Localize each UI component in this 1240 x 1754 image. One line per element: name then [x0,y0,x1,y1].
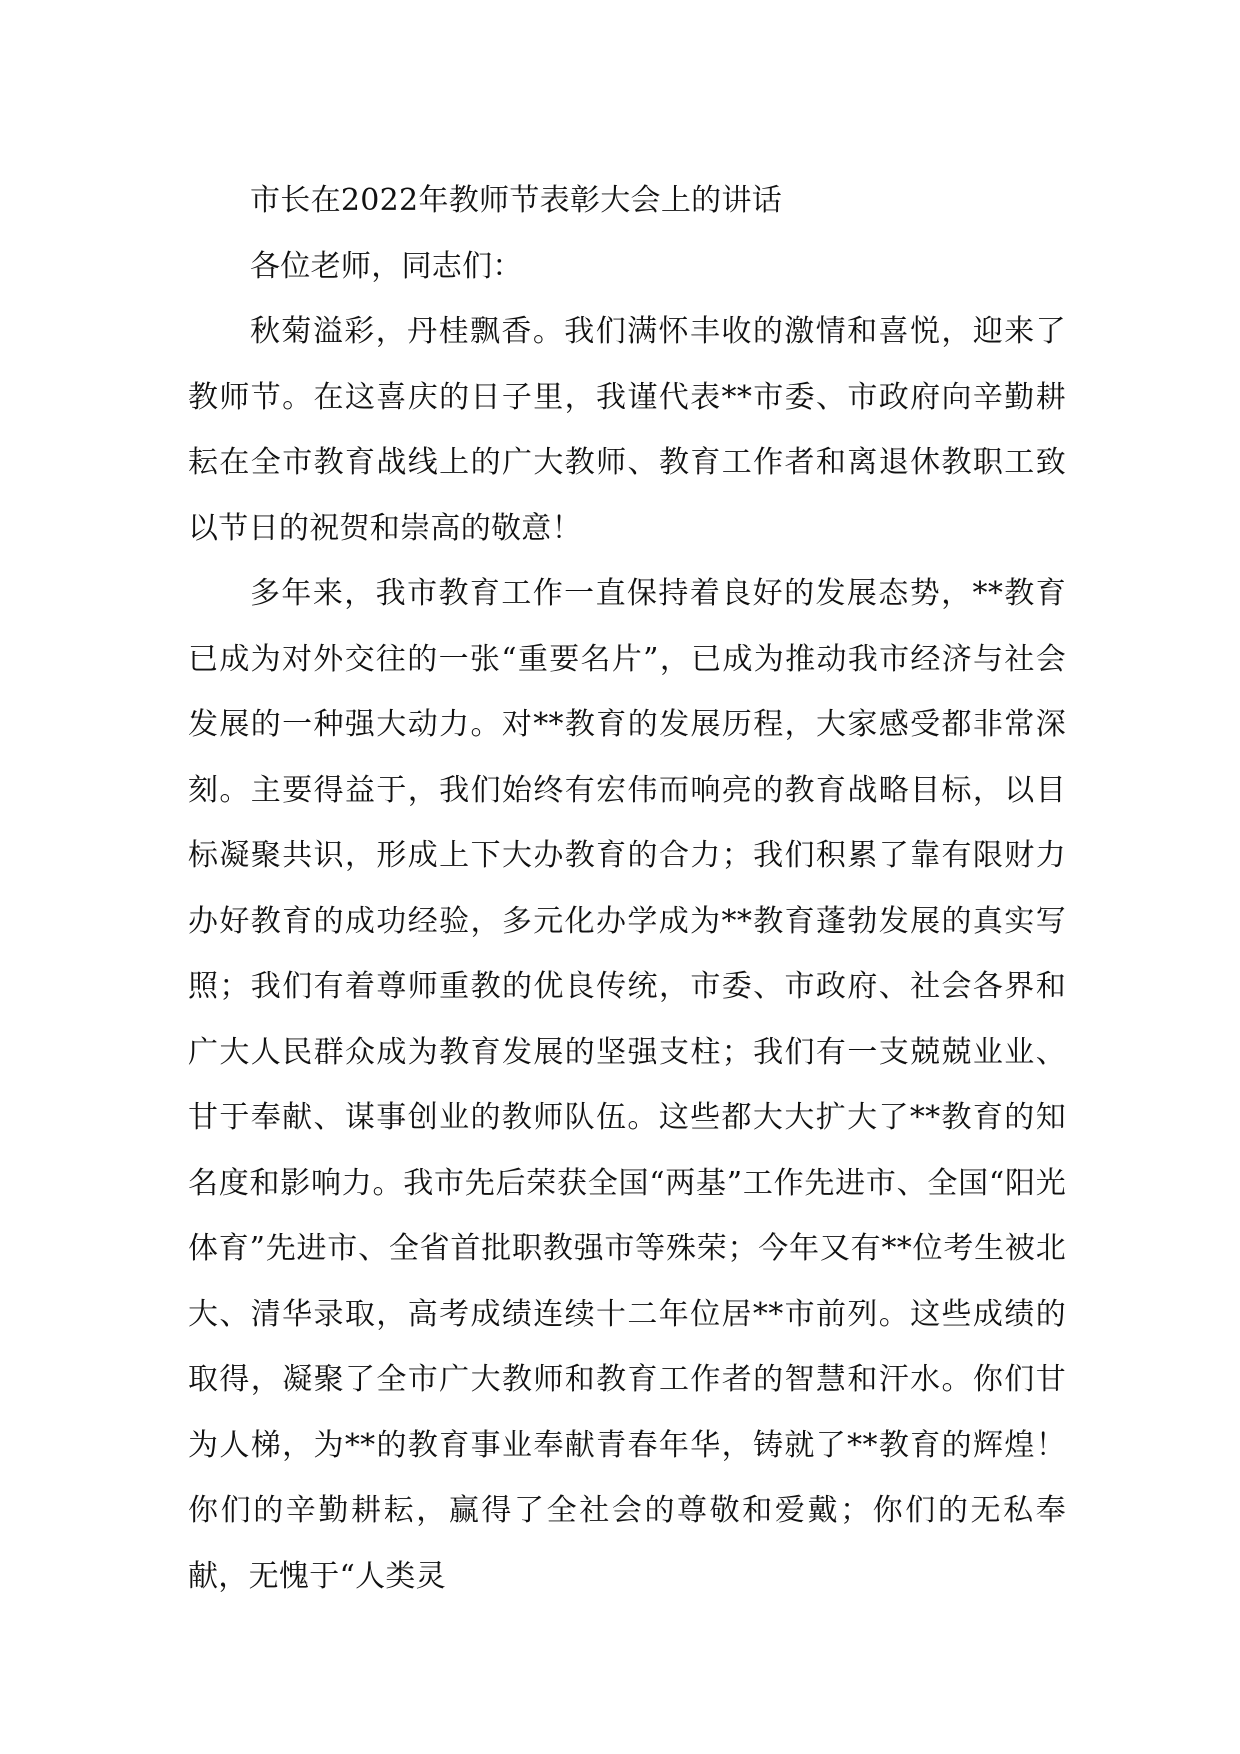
paragraph-1: 秋菊溢彩，丹桂飘香。我们满怀丰收的激情和喜悦，迎来了教师节。在这喜庆的日子里，我谨代表**市委、市政府向辛勤耕耘在全市教育战线上的广大教师、教育工作者和离退休教职工致以节日的祝贺和崇高的敬意！ [188,314,1066,546]
salutation: 各位老师，同志们： [250,248,523,284]
document-body [188,168,1066,1609]
document-title: 市长在2022年教师节表彰大会上的讲话 [250,183,783,218]
paragraph-2: 多年来，我市教育工作一直保持着良好的发展态势，**教育已成为对外交往的一张“重要名片”，已成为推动我市经济与社会发展的一种强大动力。对**教育的发展历程，大家感受都非常深刻。主要得益于，我们始终有宏伟而响亮的教育战略目标，以目标凝聚共识，形成上下大办教育的合力；我们积累了靠有限财力办好教育的成功经验，多元化办学成为**教育蓬勃发展的真实写照；我们有着尊师重教的优良传统，市委、市政府、社会各界和广大人民群众成为教育发展的坚强支柱；我们有一支兢兢业业、甘于奉献、谋事创业的教师队伍。这些都大大扩大了**教育的知名度和影响力。我市先后荣获全国“两基”工作先进市、全国“阳光体育”先进市、全省首批职教强市等殊荣；今年又有**位考生被北大、清华录取，高考成绩连续十二年位居**市前列。这些成绩的取得，凝聚了全市广大教师和教育工作者的智慧和汗水。你们甘为人梯，为**的教育事业奉献青春年华，铸就了**教育的辉煌！你们的辛勤耕耘，赢得了全社会的尊敬和爱戴；你们的无私奉献，无愧于“人类灵 [188,576,1066,1594]
